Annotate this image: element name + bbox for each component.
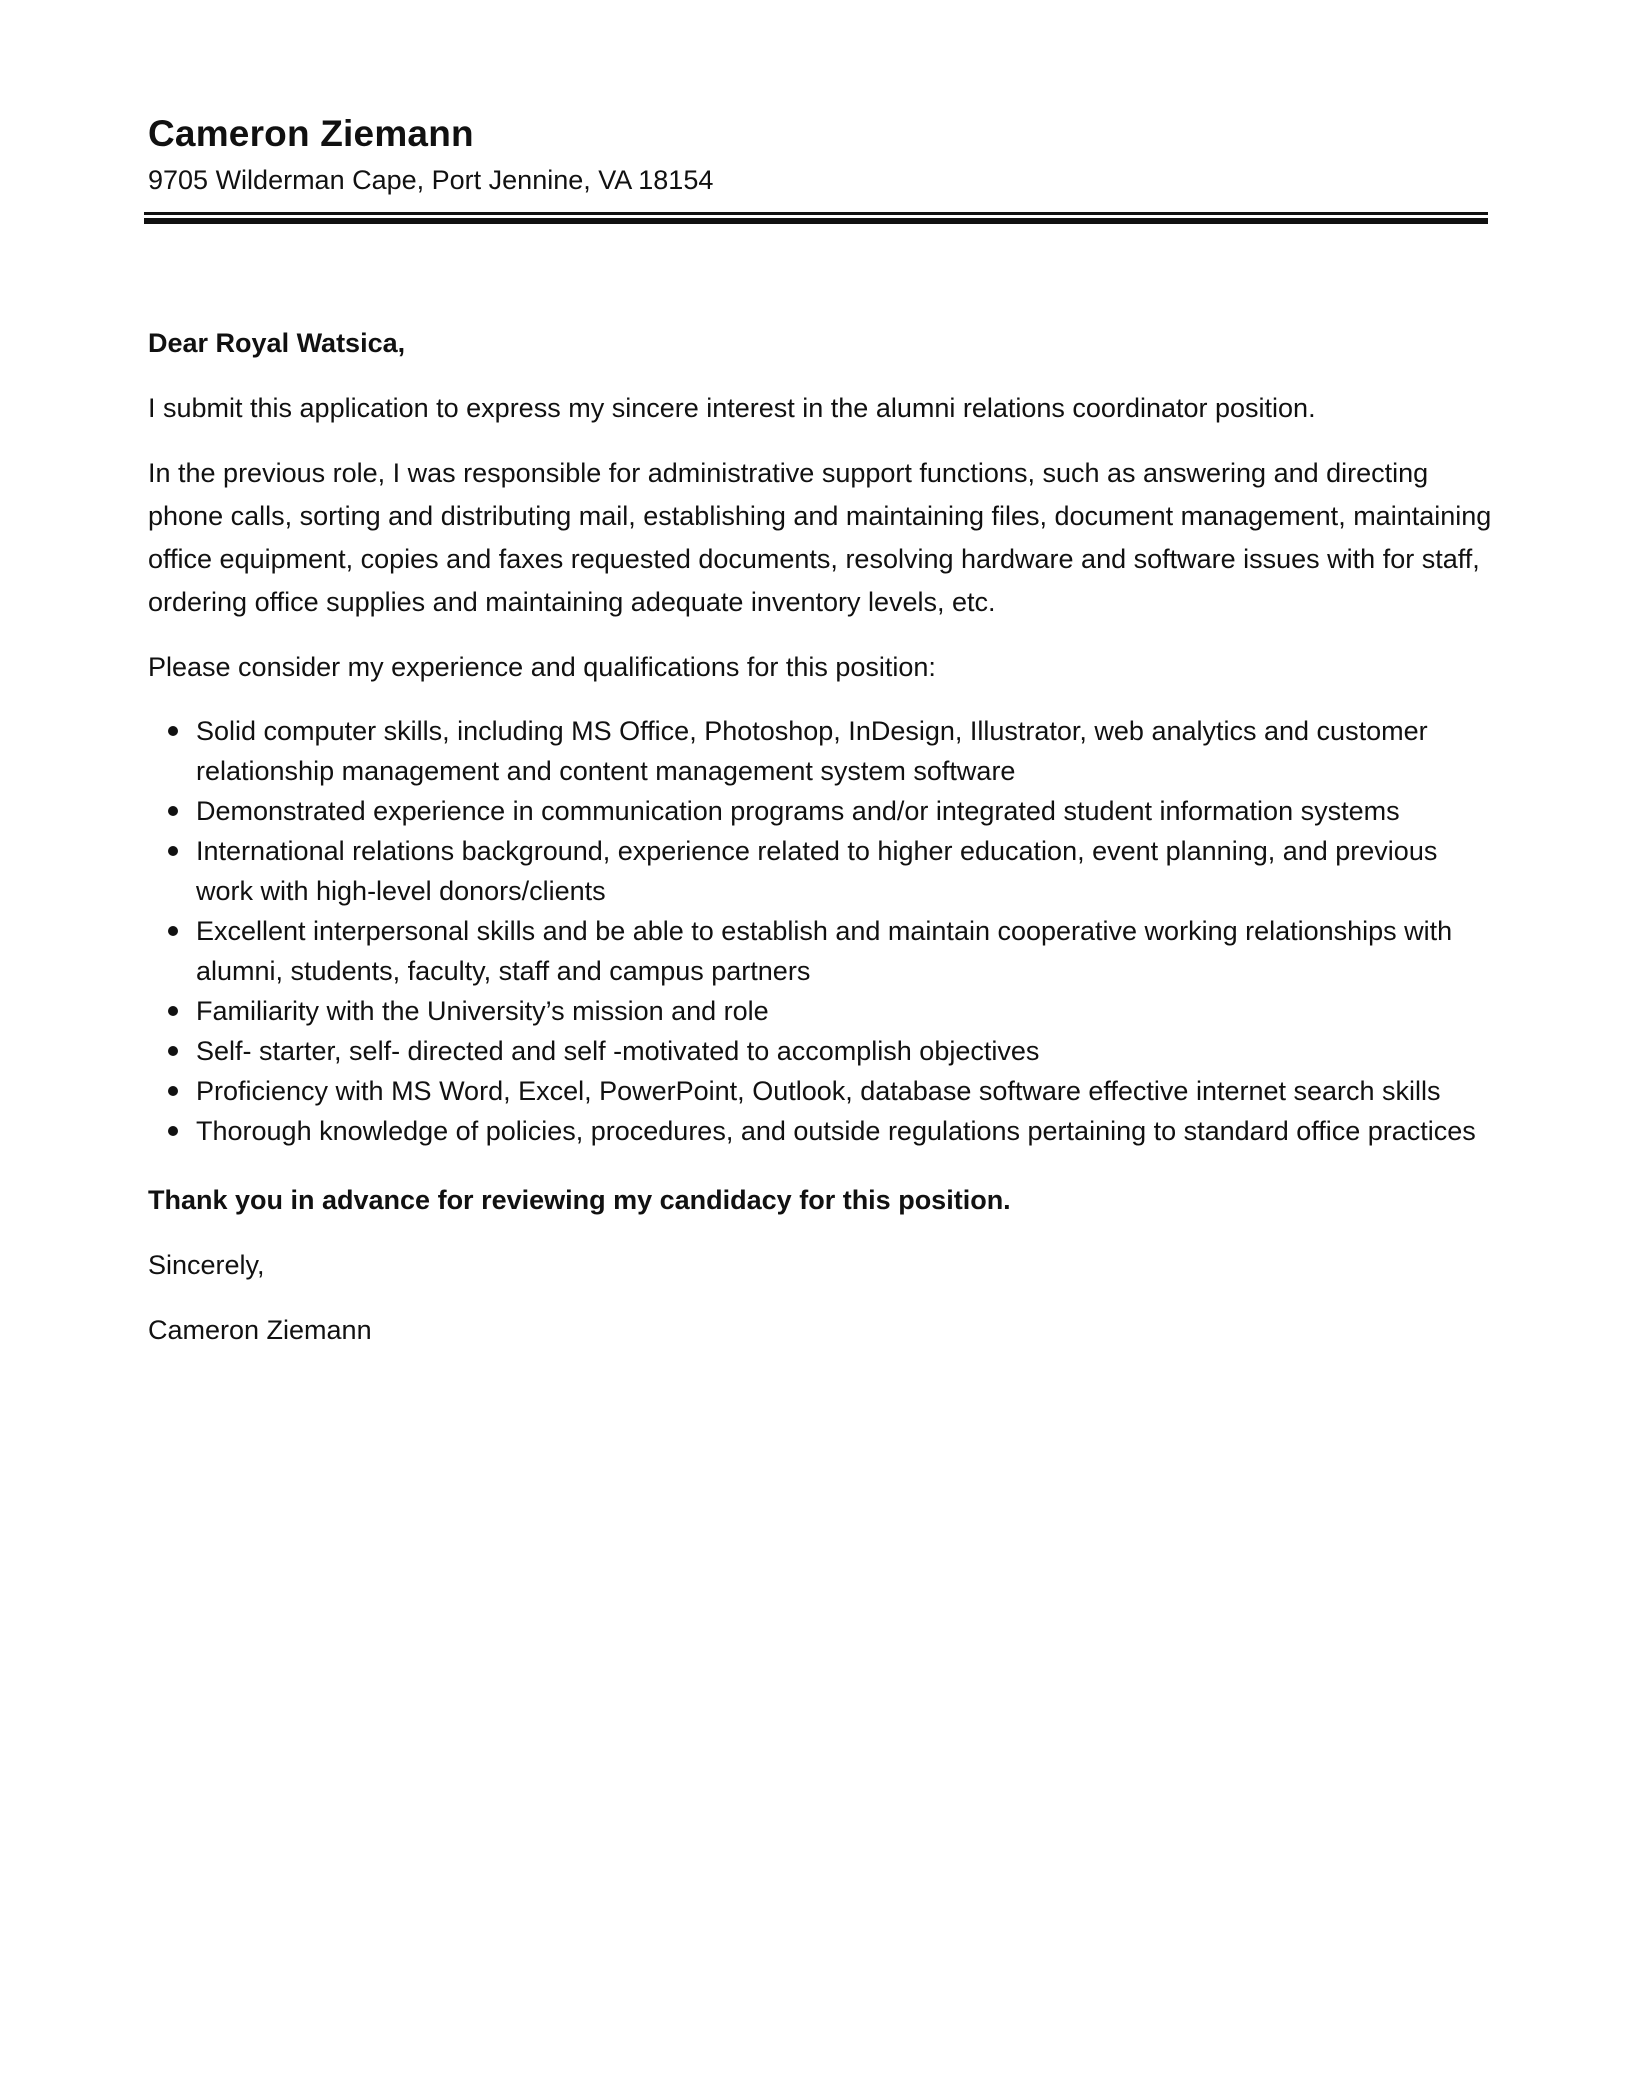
list-item [196, 791, 1493, 831]
list-item [196, 911, 1493, 991]
previous-role-paragraph: In the previous role, I was responsible for administrative support functions, such as answering and directing phone calls, sorting and distributing mail, establishing and maintaining files, document management, maintaining office equipment, copies and faxes requested documents, resolving hardware and software issues with for staff, ordering office supplies and maintaining adequate inventory levels, etc. [148, 458, 1492, 617]
intro-paragraph: I submit this application to express my sincere interest in the alumni relations coordinator position. [148, 393, 1316, 423]
consider-paragraph: Please consider my experience and qualifications for this position: [148, 652, 936, 682]
list-item [196, 1031, 1493, 1071]
list-item [196, 991, 1493, 1031]
sender-name: Cameron Ziemann [148, 113, 474, 154]
salutation: Dear Royal Watsica, [148, 328, 406, 358]
list-item [196, 711, 1493, 791]
list-item-text: Excellent interpersonal skills and be able to establish and maintain cooperative working relationships with alumni, students, faculty, staff and campus partners [196, 916, 1453, 986]
list-item-text: Demonstrated experience in communication programs and/or integrated student information systems [196, 796, 1400, 826]
bullet-icon [168, 1086, 178, 1096]
bullet-icon [168, 846, 178, 856]
letterhead [148, 108, 1488, 200]
list-item-text: Proficiency with MS Word, Excel, PowerPoint, Outlook, database software effective internet search skills [196, 1076, 1441, 1106]
signature-name: Cameron Ziemann [148, 1315, 372, 1345]
header-divider [144, 212, 1488, 224]
closing: Sincerely, [148, 1250, 265, 1280]
divider-thick-line [144, 218, 1488, 224]
list-item-text: Self- starter, self- directed and self -motivated to accomplish objectives [196, 1036, 1040, 1066]
bullet-icon [168, 926, 178, 936]
thanks-paragraph: Thank you in advance for reviewing my candidacy for this position. [148, 1185, 1011, 1215]
letter-body [148, 322, 1493, 1374]
sender-address: 9705 Wilderman Cape, Port Jennine, VA 18154 [148, 165, 714, 195]
bullet-icon [168, 1126, 178, 1136]
list-item [196, 1071, 1493, 1111]
list-item [196, 1111, 1493, 1151]
bullet-icon [168, 1046, 178, 1056]
bullet-icon [168, 726, 178, 736]
list-item-text: Thorough knowledge of policies, procedures, and outside regulations pertaining to standard office practices [196, 1116, 1476, 1146]
list-item-text: Solid computer skills, including MS Office, Photoshop, InDesign, Illustrator, web analytics and customer relationship management and content management system software [196, 716, 1428, 786]
bullet-icon [168, 1006, 178, 1016]
list-item-text: Familiarity with the University’s mission and role [196, 996, 769, 1026]
qualifications-list [148, 711, 1493, 1151]
list-item-text: International relations background, experience related to higher education, event planning, and previous work with high-level donors/clients [196, 836, 1438, 906]
list-item [196, 831, 1493, 911]
bullet-icon [168, 806, 178, 816]
divider-thin-line [144, 212, 1488, 215]
